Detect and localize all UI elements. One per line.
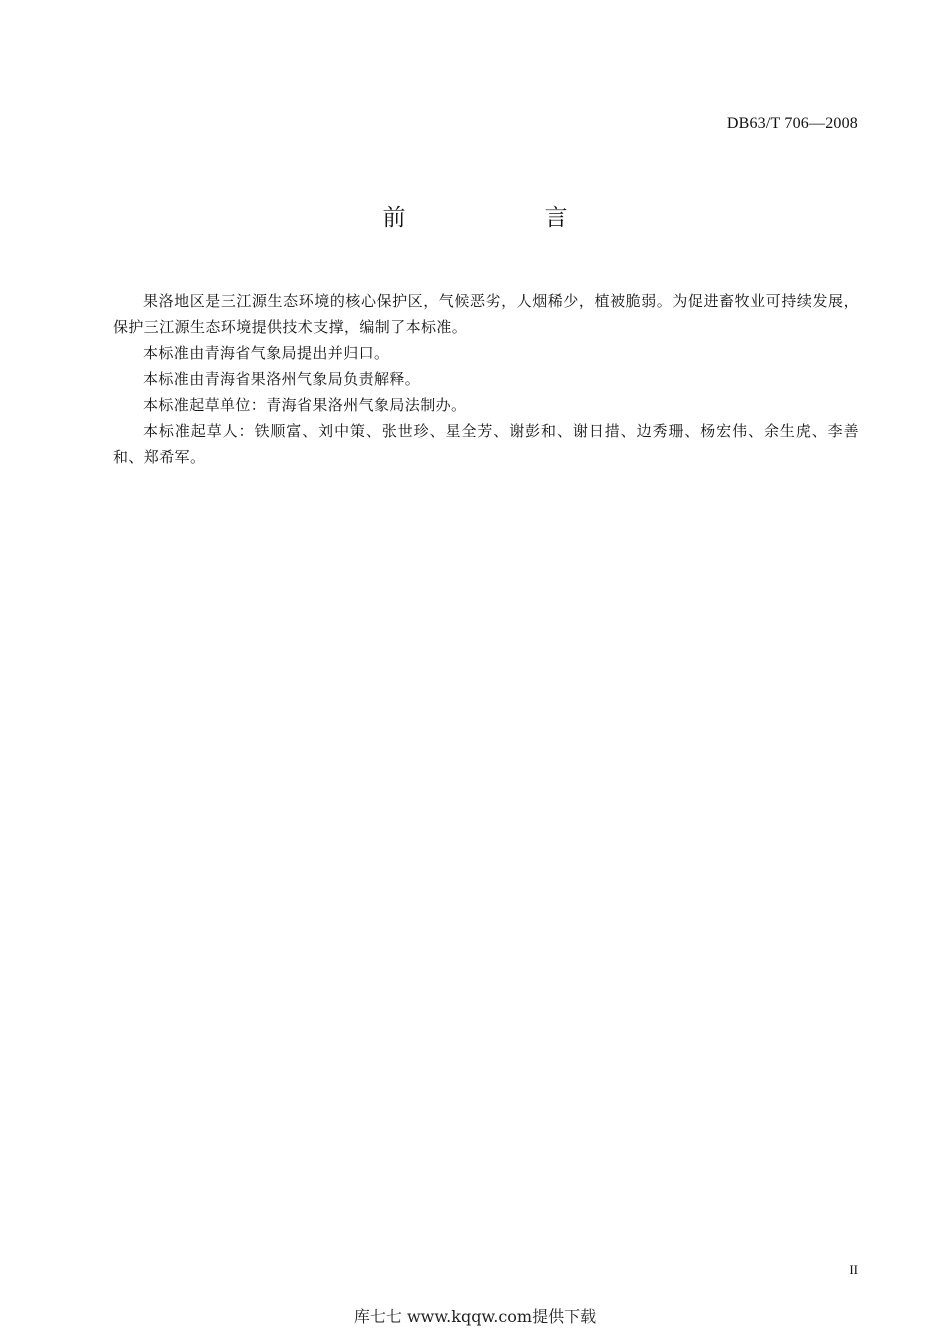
foreword-body bbox=[113, 288, 859, 470]
foreword-paragraph: 本标准由青海省气象局提出并归口。 bbox=[143, 344, 390, 362]
foreword-paragraph: 果洛地区是三江源生态环境的核心保护区，气候恶劣，人烟稀少，植被脆弱。为促进畜牧业可持续发展，保护三江源生态环境提供技术支撑，编制了本标准。 bbox=[113, 292, 859, 336]
standard-code: DB63/T 706—2008 bbox=[726, 115, 858, 132]
foreword-paragraph: 本标准起草人：铁顺富、刘中策、张世珍、星全芳、谢彭和、谢日措、边秀珊、杨宏伟、余生虎、李善和、郑希军。 bbox=[113, 422, 859, 466]
foreword-paragraph: 本标准起草单位：青海省果洛州气象局法制办。 bbox=[143, 396, 467, 414]
page-number: II bbox=[849, 1262, 858, 1277]
foreword-paragraph: 本标准由青海省果洛州气象局负责解释。 bbox=[143, 370, 421, 388]
download-watermark: 库七七 www.kqqw.com提供下载 bbox=[353, 1307, 597, 1326]
page-title: 前 言 bbox=[382, 205, 626, 231]
